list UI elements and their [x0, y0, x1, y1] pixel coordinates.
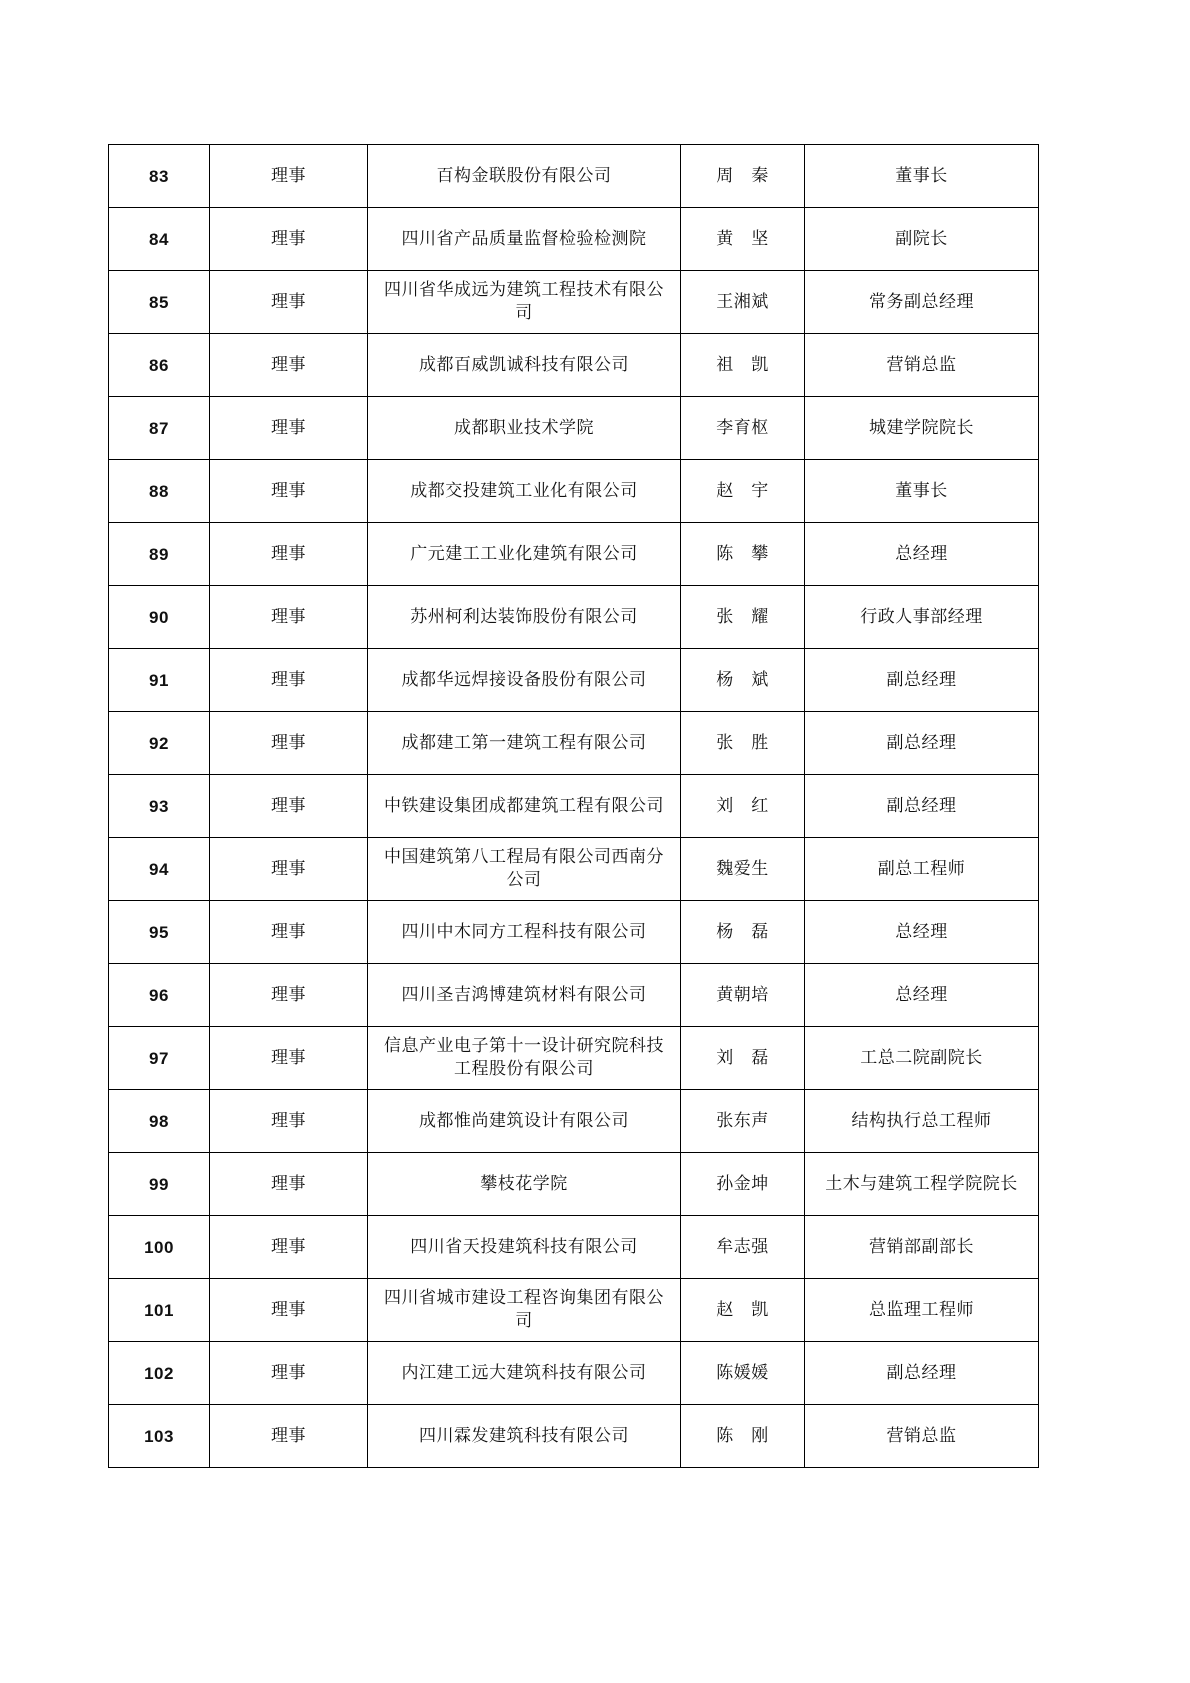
table-row: [109, 964, 1039, 1027]
person-name-text: 张 耀: [716, 606, 769, 627]
person-name-text: 祖 凯: [716, 354, 769, 375]
job-title: 营销总监: [805, 334, 1039, 397]
person-name-text: 黄 坚: [716, 228, 769, 249]
row-number: 102: [109, 1342, 210, 1405]
person-name-text: 刘 红: [716, 795, 769, 816]
person-name: [681, 1216, 805, 1279]
job-title: 总经理: [805, 523, 1039, 586]
person-name: [681, 208, 805, 271]
job-title: 副院长: [805, 208, 1039, 271]
person-name: [681, 586, 805, 649]
organization-name: 百构金联股份有限公司: [368, 145, 681, 208]
person-name-text: 陈 刚: [716, 1425, 769, 1446]
job-title: 土木与建筑工程学院院长: [805, 1153, 1039, 1216]
organization-name: 四川省华成远为建筑工程技术有限公司: [368, 271, 681, 334]
organization-name: 四川中木同方工程科技有限公司: [368, 901, 681, 964]
job-title: 营销总监: [805, 1405, 1039, 1468]
person-name: [681, 271, 805, 334]
person-name: [681, 1279, 805, 1342]
person-name: [681, 775, 805, 838]
organization-name: 苏州柯利达装饰股份有限公司: [368, 586, 681, 649]
table-row: [109, 1342, 1039, 1405]
table-row: [109, 775, 1039, 838]
table-row: [109, 397, 1039, 460]
job-title: 董事长: [805, 145, 1039, 208]
organization-name: 信息产业电子第十一设计研究院科技工程股份有限公司: [368, 1027, 681, 1090]
table-row: [109, 838, 1039, 901]
organization-name: 四川省城市建设工程咨询集团有限公司: [368, 1279, 681, 1342]
job-title: 总监理工程师: [805, 1279, 1039, 1342]
person-name-text: 杨 斌: [716, 669, 769, 690]
table-row: [109, 712, 1039, 775]
person-name: [681, 1405, 805, 1468]
organization-name: 四川省产品质量监督检验检测院: [368, 208, 681, 271]
member-role: 理事: [210, 334, 368, 397]
member-role: 理事: [210, 901, 368, 964]
member-role: 理事: [210, 1216, 368, 1279]
row-number: 103: [109, 1405, 210, 1468]
organization-name: 四川省天投建筑科技有限公司: [368, 1216, 681, 1279]
job-title: 结构执行总工程师: [805, 1090, 1039, 1153]
row-number: 89: [109, 523, 210, 586]
organization-name: 广元建工工业化建筑有限公司: [368, 523, 681, 586]
member-role: 理事: [210, 1342, 368, 1405]
member-role: 理事: [210, 1027, 368, 1090]
person-name-text: 杨 磊: [716, 921, 769, 942]
row-number: 100: [109, 1216, 210, 1279]
member-role: 理事: [210, 1279, 368, 1342]
person-name-text: 牟志强: [716, 1236, 769, 1257]
row-number: 86: [109, 334, 210, 397]
organization-name: 四川霖发建筑科技有限公司: [368, 1405, 681, 1468]
table-row: [109, 901, 1039, 964]
person-name-text: 张东声: [716, 1110, 769, 1131]
member-role: 理事: [210, 1090, 368, 1153]
table-row: [109, 1153, 1039, 1216]
row-number: 90: [109, 586, 210, 649]
job-title: 副总经理: [805, 649, 1039, 712]
member-role: 理事: [210, 1405, 368, 1468]
member-role: 理事: [210, 208, 368, 271]
person-name: [681, 334, 805, 397]
person-name: [681, 901, 805, 964]
person-name-text: 陈 攀: [716, 543, 769, 564]
job-title: 董事长: [805, 460, 1039, 523]
job-title: 城建学院院长: [805, 397, 1039, 460]
organization-name: 成都百威凯诚科技有限公司: [368, 334, 681, 397]
person-name: [681, 523, 805, 586]
job-title: 营销部副部长: [805, 1216, 1039, 1279]
row-number: 85: [109, 271, 210, 334]
member-role: 理事: [210, 775, 368, 838]
organization-name: 成都职业技术学院: [368, 397, 681, 460]
person-name-text: 张 胜: [716, 732, 769, 753]
organization-name: 攀枝花学院: [368, 1153, 681, 1216]
person-name: [681, 1027, 805, 1090]
person-name-text: 赵 宇: [716, 480, 769, 501]
member-role: 理事: [210, 460, 368, 523]
member-role: 理事: [210, 838, 368, 901]
organization-name: 中国建筑第八工程局有限公司西南分公司: [368, 838, 681, 901]
person-name: [681, 649, 805, 712]
job-title: 行政人事部经理: [805, 586, 1039, 649]
job-title: 副总经理: [805, 775, 1039, 838]
person-name: [681, 460, 805, 523]
table-row: [109, 1216, 1039, 1279]
row-number: 96: [109, 964, 210, 1027]
table-row: [109, 523, 1039, 586]
row-number: 92: [109, 712, 210, 775]
organization-name: 四川圣吉鸿博建筑材料有限公司: [368, 964, 681, 1027]
row-number: 101: [109, 1279, 210, 1342]
person-name-text: 赵 凯: [716, 1299, 769, 1320]
table-row: [109, 1090, 1039, 1153]
organization-name: 内江建工远大建筑科技有限公司: [368, 1342, 681, 1405]
member-role: 理事: [210, 712, 368, 775]
row-number: 94: [109, 838, 210, 901]
member-role: 理事: [210, 1153, 368, 1216]
person-name: [681, 397, 805, 460]
person-name: [681, 145, 805, 208]
person-name: [681, 1342, 805, 1405]
organization-name: 成都华远焊接设备股份有限公司: [368, 649, 681, 712]
table-row: [109, 334, 1039, 397]
table-row: [109, 586, 1039, 649]
job-title: 工总二院副院长: [805, 1027, 1039, 1090]
person-name: [681, 1090, 805, 1153]
person-name-text: 魏爱生: [716, 858, 769, 879]
table-row: [109, 145, 1039, 208]
person-name: [681, 712, 805, 775]
member-role: 理事: [210, 397, 368, 460]
person-name-text: 黄朝培: [716, 984, 769, 1005]
person-name-text: 李育枢: [716, 417, 769, 438]
member-role: 理事: [210, 964, 368, 1027]
person-name: [681, 838, 805, 901]
job-title: 常务副总经理: [805, 271, 1039, 334]
organization-name: 成都建工第一建筑工程有限公司: [368, 712, 681, 775]
person-name-text: 王湘斌: [716, 291, 769, 312]
row-number: 99: [109, 1153, 210, 1216]
row-number: 93: [109, 775, 210, 838]
job-title: 总经理: [805, 964, 1039, 1027]
organization-name: 成都交投建筑工业化有限公司: [368, 460, 681, 523]
table-row: [109, 1027, 1039, 1090]
organization-name: 成都惟尚建筑设计有限公司: [368, 1090, 681, 1153]
table-row: [109, 1405, 1039, 1468]
member-role: 理事: [210, 523, 368, 586]
table-row: [109, 208, 1039, 271]
row-number: 91: [109, 649, 210, 712]
table-row: [109, 271, 1039, 334]
job-title: 副总经理: [805, 712, 1039, 775]
row-number: 84: [109, 208, 210, 271]
row-number: 97: [109, 1027, 210, 1090]
row-number: 98: [109, 1090, 210, 1153]
table-row: [109, 649, 1039, 712]
job-title: 副总经理: [805, 1342, 1039, 1405]
member-table-body: [109, 145, 1039, 1468]
person-name: [681, 964, 805, 1027]
member-role: 理事: [210, 649, 368, 712]
person-name: [681, 1153, 805, 1216]
job-title: 副总工程师: [805, 838, 1039, 901]
person-name-text: 陈媛媛: [716, 1362, 769, 1383]
row-number: 95: [109, 901, 210, 964]
member-role: 理事: [210, 271, 368, 334]
row-number: 87: [109, 397, 210, 460]
organization-name: 中铁建设集团成都建筑工程有限公司: [368, 775, 681, 838]
row-number: 83: [109, 145, 210, 208]
table-row: [109, 460, 1039, 523]
row-number: 88: [109, 460, 210, 523]
person-name-text: 刘 磊: [716, 1047, 769, 1068]
member-role: 理事: [210, 586, 368, 649]
table-row: [109, 1279, 1039, 1342]
job-title: 总经理: [805, 901, 1039, 964]
member-table: [108, 144, 1039, 1468]
person-name-text: 孙金坤: [716, 1173, 769, 1194]
person-name-text: 周 秦: [716, 165, 769, 186]
member-role: 理事: [210, 145, 368, 208]
